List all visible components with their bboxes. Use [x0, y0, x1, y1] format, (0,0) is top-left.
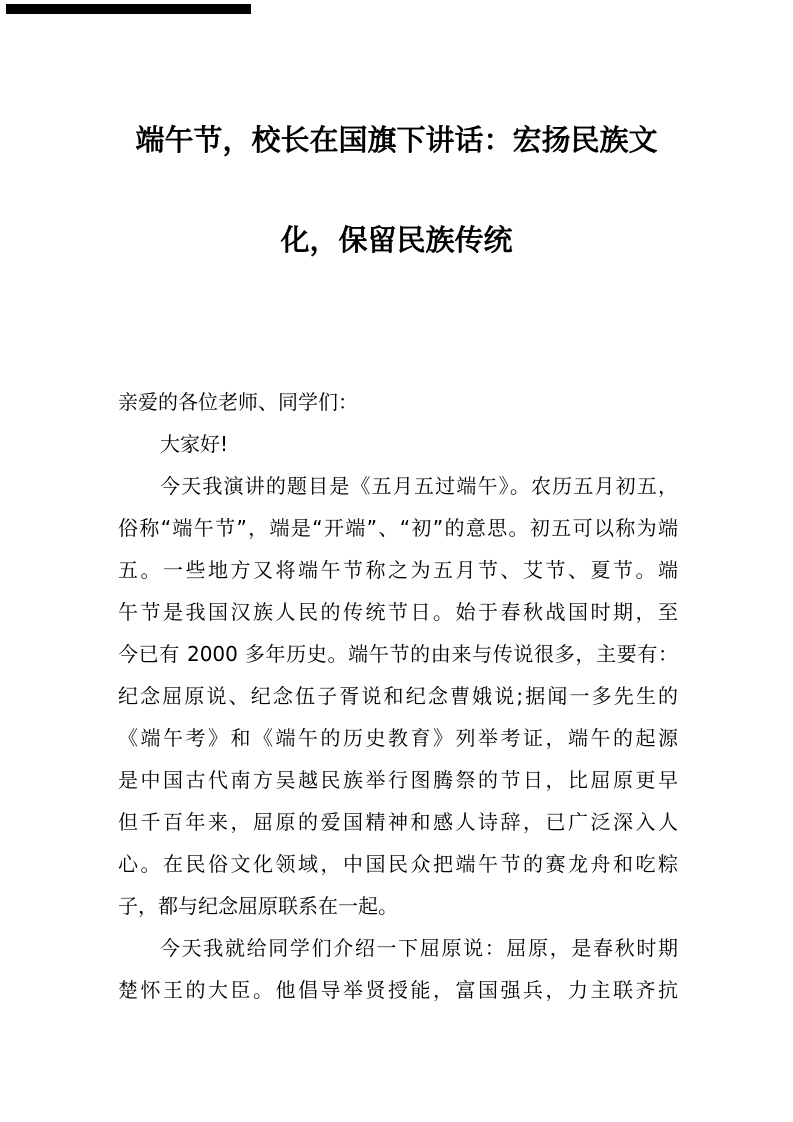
body-line: 午节是我国汉族人民的传统节日。始于春秋战国时期，至 — [118, 600, 678, 624]
body-line: 今天我演讲的题目是《五月五过端午》。农历五月初五， — [160, 474, 678, 498]
scan-artifact-bar — [6, 4, 251, 14]
document-body — [118, 381, 678, 1011]
document-title-line-2: 化，保留民族传统 — [280, 223, 513, 257]
body-line: 今已有 2000 多年历史。端午节的由来与传说很多，主要有： — [118, 642, 678, 666]
body-line-salutation: 亲爱的各位老师、同学们： — [118, 390, 358, 414]
body-line: 子，都与纪念屈原联系在一起。 — [118, 894, 398, 918]
body-line: 俗称“端午节”，端是“开端”、“初”的意思。初五可以称为端 — [118, 516, 678, 540]
body-line: 心。在民俗文化领域，中国民众把端午节的赛龙舟和吃粽 — [118, 852, 678, 876]
body-line: 但千百年来，屈原的爱国精神和感人诗辞，已广泛深入人 — [118, 810, 678, 834]
body-line: 是中国古代南方吴越民族举行图腾祭的节日，比屈原更早 — [118, 768, 678, 792]
body-line: 五。一些地方又将端午节称之为五月节、艾节、夏节。端 — [118, 558, 678, 582]
body-line: 今天我就给同学们介绍一下屈原说：屈原，是春秋时期 — [160, 936, 678, 960]
document-title-line-1: 端午节，校长在国旗下讲话：宏扬民族文 — [135, 123, 658, 157]
body-line: 楚怀王的大臣。他倡导举贤授能，富国强兵，力主联齐抗 — [118, 978, 678, 1002]
body-line: 纪念屈原说、纪念伍子胥说和纪念曹娥说;据闻一多先生的 — [118, 684, 678, 708]
body-line-greeting: 大家好! — [160, 432, 229, 456]
body-line: 《端午考》和《端午的历史教育》列举考证，端午的起源 — [118, 726, 678, 750]
